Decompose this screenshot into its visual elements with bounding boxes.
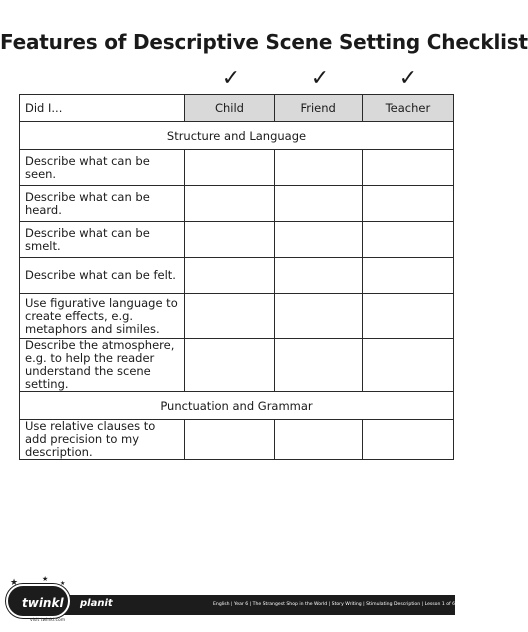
check-cell-teacher[interactable]: [362, 294, 453, 339]
check-cell-friend[interactable]: [274, 258, 362, 294]
check-cell-child[interactable]: [185, 222, 274, 258]
column-header-child: Child: [185, 95, 274, 122]
check-cell-child[interactable]: [185, 150, 274, 186]
check-cell-friend[interactable]: [274, 222, 362, 258]
visit-link[interactable]: visit twinkl.com: [30, 618, 66, 623]
check-cell-teacher[interactable]: [362, 258, 453, 294]
checklist-table: [19, 94, 454, 460]
page-title: Features of Descriptive Scene Setting Checklist: [0, 30, 528, 54]
check-cell-child[interactable]: [185, 258, 274, 294]
column-header-friend: Friend: [274, 95, 362, 122]
check-cell-child[interactable]: [185, 339, 274, 392]
check-mark-icon: ✓: [398, 66, 418, 91]
star-icon: ★: [10, 578, 19, 588]
table-row: [20, 150, 454, 186]
table-header-row: [20, 95, 454, 122]
check-cell-friend[interactable]: [274, 339, 362, 392]
question-header: Did I...: [20, 95, 185, 122]
column-header-teacher: Teacher: [362, 95, 453, 122]
criterion-text: Describe what can be seen.: [20, 150, 185, 186]
criterion-text: Describe what can be smelt.: [20, 222, 185, 258]
criterion-text: Describe what can be heard.: [20, 186, 185, 222]
check-cell-child[interactable]: [185, 294, 274, 339]
table-row: [20, 222, 454, 258]
table-row: [20, 420, 454, 460]
criterion-text: Describe what can be felt.: [20, 258, 185, 294]
check-cell-friend[interactable]: [274, 186, 362, 222]
logo-text: twinkl: [22, 596, 64, 610]
check-cell-teacher[interactable]: [362, 186, 453, 222]
star-icon: ★: [42, 575, 49, 583]
check-mark-icon: ✓: [310, 66, 330, 91]
section-heading: Punctuation and Grammar: [20, 392, 454, 420]
check-cell-teacher[interactable]: [362, 420, 453, 460]
check-cell-teacher[interactable]: [362, 222, 453, 258]
planit-logo: planit: [80, 598, 113, 609]
table-row: [20, 339, 454, 392]
check-mark-icon: ✓: [221, 66, 241, 91]
check-cell-friend[interactable]: [274, 150, 362, 186]
footer-breadcrumb: English | Year 6 | The Strangest Shop in the World | Story Writing | Stimulating Description | Lesson 1 of 6: [213, 602, 456, 607]
table-row: [20, 186, 454, 222]
table-row: [20, 258, 454, 294]
check-cell-child[interactable]: [185, 420, 274, 460]
criterion-text: Use figurative language to create effects, e.g. metaphors and similes.: [20, 294, 185, 339]
check-cell-friend[interactable]: [274, 420, 362, 460]
check-cell-child[interactable]: [185, 186, 274, 222]
star-icon: ★: [60, 580, 66, 587]
criterion-text: Use relative clauses to add precision to my description.: [20, 420, 185, 460]
table-row: [20, 294, 454, 339]
check-cell-teacher[interactable]: [362, 339, 453, 392]
section-heading: Structure and Language: [20, 122, 454, 150]
check-cell-friend[interactable]: [274, 294, 362, 339]
criterion-text: Describe the atmosphere, e.g. to help the reader understand the scene setting.: [20, 339, 185, 392]
check-cell-teacher[interactable]: [362, 150, 453, 186]
